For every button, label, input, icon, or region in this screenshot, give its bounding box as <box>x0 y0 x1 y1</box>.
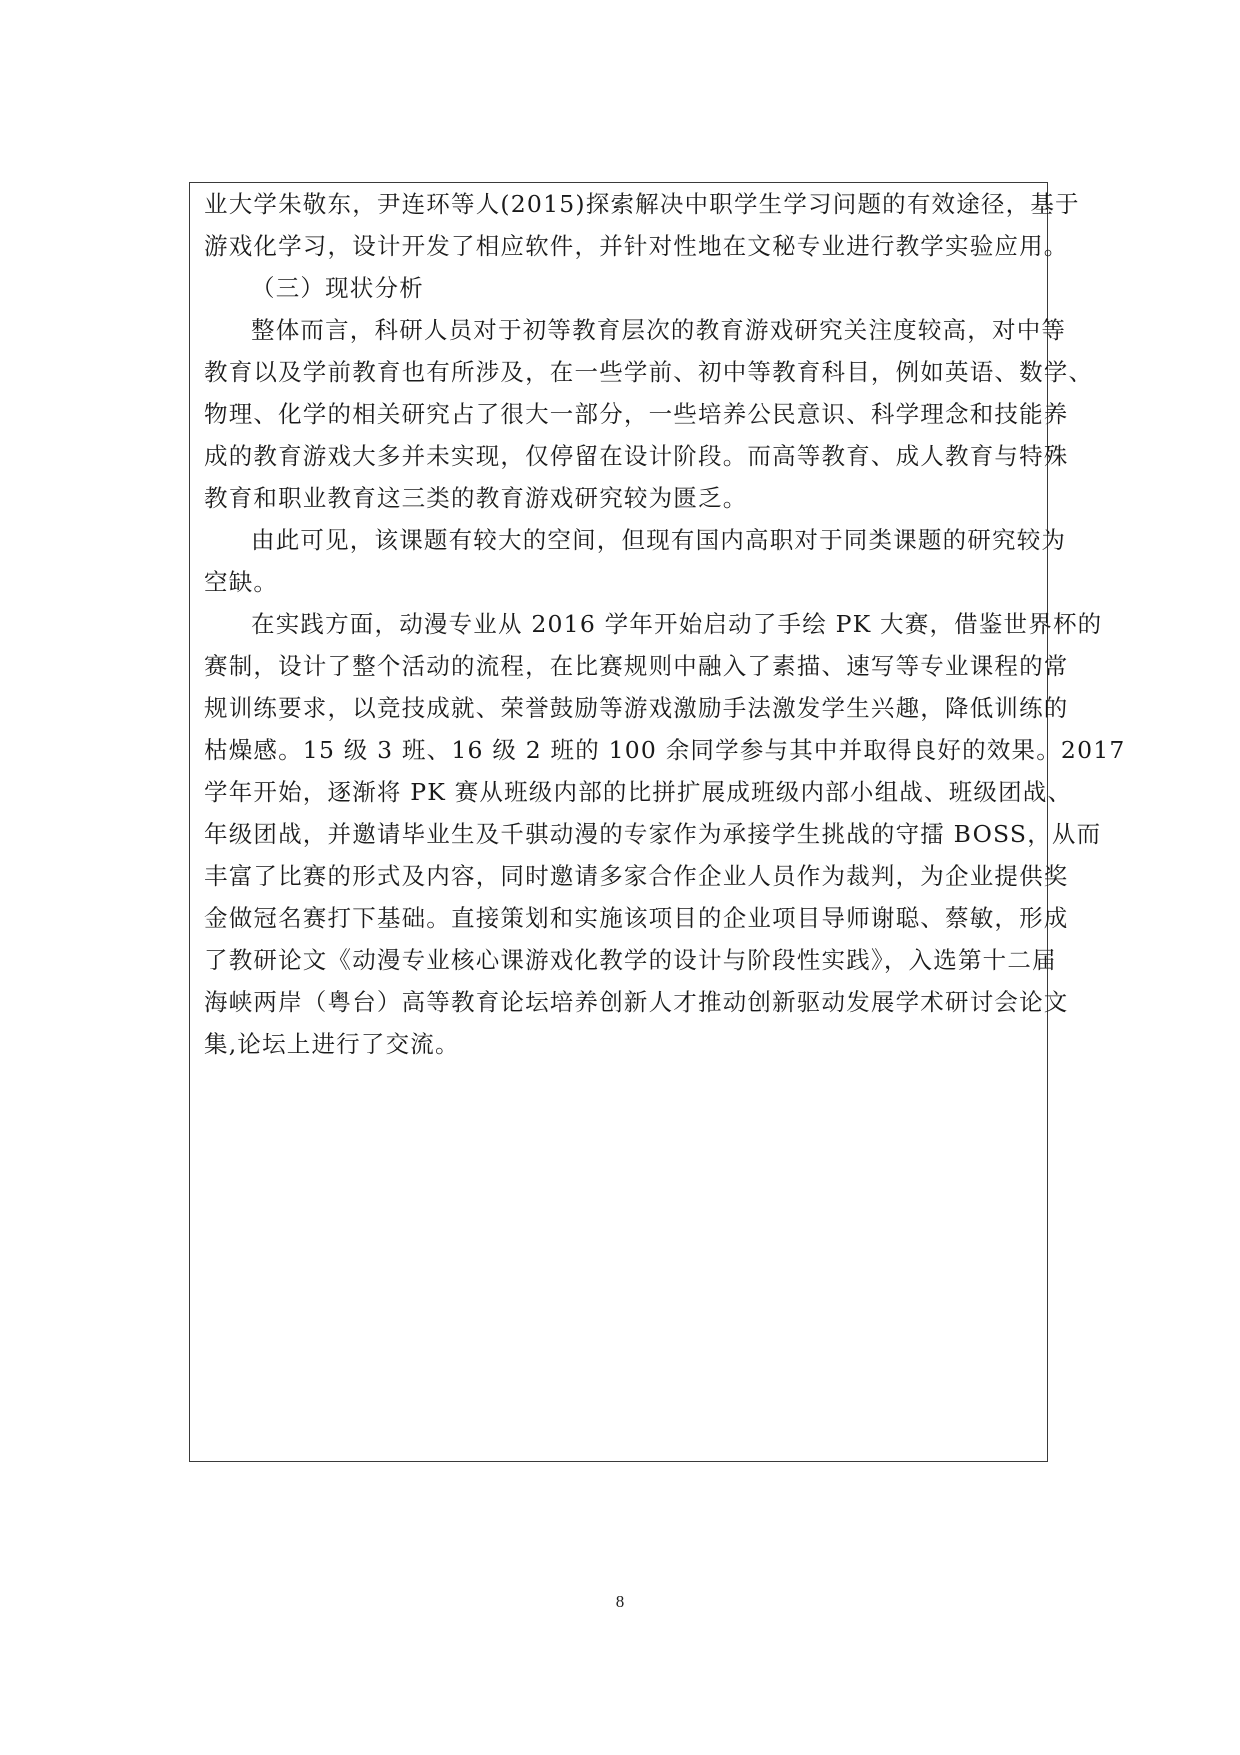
section-heading: （三）现状分析 <box>251 274 424 302</box>
text-line: 空缺。 <box>204 568 279 596</box>
text-line: 规训练要求，以竞技成就、荣誉鼓励等游戏激励手法激发学生兴趣，降低训练的 <box>204 694 1069 722</box>
text-line: 学年开始，逐渐将 PK 赛从班级内部的比拼扩展成班级内部小组战、班级团战、 <box>204 778 1073 806</box>
text-line: 游戏化学习，设计开发了相应软件，并针对性地在文秘专业进行教学实验应用。 <box>204 232 1069 260</box>
text-line: 海峡两岸（粤台）高等教育论坛培养创新人才推动创新驱动发展学术研讨会论文 <box>204 988 1069 1016</box>
body-text <box>204 183 1126 1065</box>
text-line: 物理、化学的相关研究占了很大一部分，一些培养公民意识、科学理念和技能养 <box>204 400 1069 428</box>
text-line: 成的教育游戏大多并未实现，仅停留在设计阶段。而高等教育、成人教育与特殊 <box>204 442 1069 470</box>
text-line: 整体而言，科研人员对于初等教育层次的教育游戏研究关注度较高，对中等 <box>251 316 1067 344</box>
text-line: 集,论坛上进行了交流。 <box>204 1030 460 1058</box>
page-number: 8 <box>615 1592 625 1611</box>
text-line: 由此可见，该课题有较大的空间，但现有国内高职对于同类课题的研究较为 <box>251 526 1067 554</box>
text-line: 教育以及学前教育也有所涉及，在一些学前、初中等教育科目，例如英语、数学、 <box>204 358 1094 386</box>
text-line: 在实践方面，动漫专业从 2016 学年开始启动了手绘 PK 大赛，借鉴世界杯的 <box>251 610 1103 638</box>
text-line: 丰富了比赛的形式及内容，同时邀请多家合作企业人员作为裁判，为企业提供奖 <box>204 862 1069 890</box>
text-line: 业大学朱敬东，尹连环等人(2015)探索解决中职学生学习问题的有效途径，基于 <box>204 190 1080 218</box>
content-frame <box>189 182 1126 1462</box>
text-line: 金做冠名赛打下基础。直接策划和实施该项目的企业项目导师谢聪、蔡敏，形成 <box>204 904 1069 932</box>
text-line: 教育和职业教育这三类的教育游戏研究较为匮乏。 <box>204 484 748 512</box>
text-line: 年级团战，并邀请毕业生及千骐动漫的专家作为承接学生挑战的守擂 BOSS，从而 <box>204 820 1102 848</box>
text-line: 了教研论文《动漫专业核心课游戏化教学的设计与阶段性实践》，入选第十二届 <box>204 946 1057 974</box>
text-line: 赛制，设计了整个活动的流程，在比赛规则中融入了素描、速写等专业课程的常 <box>204 652 1069 680</box>
text-line: 枯燥感。15 级 3 班、16 级 2 班的 100 余同学参与其中并取得良好的效果。2017 <box>204 736 1126 764</box>
